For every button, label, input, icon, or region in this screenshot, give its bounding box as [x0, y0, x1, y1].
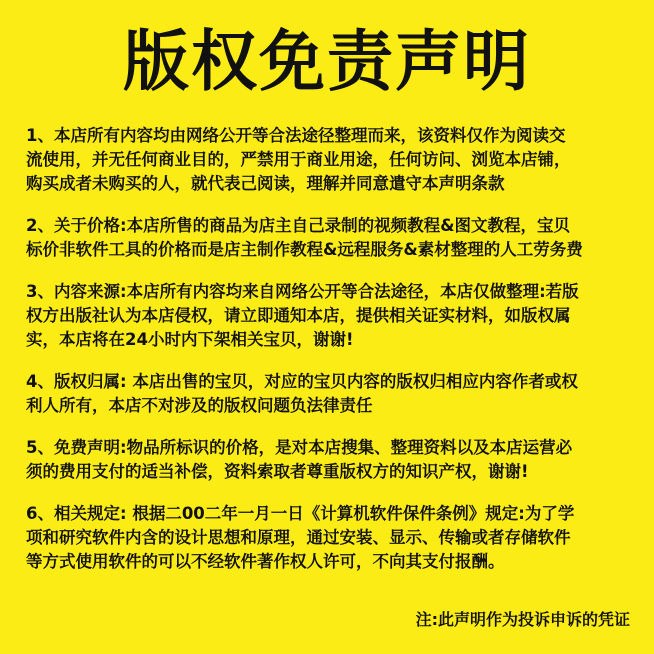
clause-line: 实，本店将在24小时内下架相关宝贝，谢谢!	[26, 330, 354, 349]
clause-line: 等方式使用软件的可以不经软件著作权人许可，不向其支付报酬。	[26, 552, 505, 571]
clause-line: 1、本店所有内容均由网络公开等合法途径整理而来，该资料仅作为阅读交	[26, 126, 566, 145]
page-title: 版权免责声明	[123, 23, 531, 100]
clause-6	[26, 502, 632, 574]
clause-5	[26, 436, 632, 484]
clause-line: 3、内容来源:本店所有内容均来自网络公开等合法途径，本店仅做整理:若版	[26, 282, 579, 301]
clause-line: 流使用，并无任何商业目的，严禁用于商业用途，任何访问、浏览本店铺，	[26, 150, 571, 169]
clause-line: 项和研究软件内含的设计思想和原理，通过安装、显示、传输或者存储软件	[26, 528, 571, 547]
clause-line: 5、免费声明:物品所标识的价格，是对本店搜集、整理资料以及本店运营必	[26, 438, 573, 457]
clause-2	[26, 214, 632, 262]
clause-1	[26, 124, 632, 196]
clause-line: 标价非软件工具的价格而是店主制作教程&远程服务&素材整理的人工劳务费	[26, 240, 583, 259]
clause-line: 权方出版社认为本店侵权，请立即通知本店，提供相关证实材料，如版权属	[26, 306, 571, 325]
clause-4	[26, 370, 632, 418]
footer-note: 注:此声明作为投诉申诉的凭证	[415, 610, 630, 629]
clause-line: 6、相关规定: 根据二00二年一月一日《计算机软件保件条例》规定:为了学	[26, 504, 575, 523]
clause-line: 须的费用支付的适当补偿，资料索取者尊重版权方的知识产权，谢谢!	[26, 462, 529, 481]
clause-line: 4、版权归属: 本店出售的宝贝，对应的宝贝内容的版权归相应内容作者或权	[26, 372, 578, 391]
disclaimer-body	[26, 124, 632, 592]
clause-3	[26, 280, 632, 352]
clause-line: 2、关于价格:本店所售的商品为店主自己录制的视频教程&图文教程，宝贝	[26, 216, 570, 235]
clause-line: 购买成者未购买的人，就代表己阅读，理解并同意遣守本声明条款	[26, 174, 505, 193]
clause-line: 利人所有，本店不对涉及的版权问题负法律责任	[26, 396, 373, 415]
